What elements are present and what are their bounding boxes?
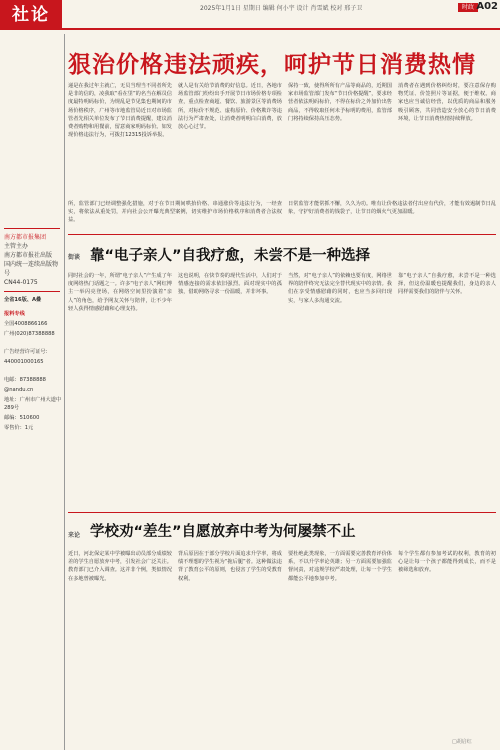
left-rail [0,78,64,750]
publisher-line-3: 国内统一连续出版物号 [4,261,59,277]
rail-hotline-2: 广州(020)87388888 [4,331,55,337]
rail-postcode: 邮编：510600 [4,415,40,421]
lead-headline: 狠治价格违法顽疾，呵护节日消费热情 [68,51,476,78]
publisher-line-4: CN44-0175 [4,279,38,286]
publisher-info-box [4,228,60,292]
second-article-title: 靠“电子亲人”自我疗愈，未尝不是一种选择 [90,248,371,264]
third-column-3: 要杜绝此类现象，一方面需要完善教育评价体系，不以升学率论英雄；另一方面需要加强监督问责，对违规学校严肃处理，让每一个学生都能公平地参加中考。 [288,551,392,582]
third-article-byline: □胡启红 [452,739,472,745]
third-column-2: 背后原因在于部分学校片面追求升学率，将成绩不理想的学生视为“拖后腿”者。这种做法违背了教育公平的原则，也侵害了学生的受教育权利。 [178,551,282,582]
rail-divider [64,34,65,750]
lead-column-6: 日常监管才能常抓不懈，久久为功。唯有让价格违法者付出应有代价，才能有效遏制节日乱象，守护好消费者的钱袋子，让节日的烟火气更加温暖。 [288,201,496,216]
rail-hotline-1: 全国4008866166 [4,321,48,327]
publisher-name: 南方都市报集团 [4,234,47,241]
second-column-2: 这也说明，在快节奏的现代生活中，人们对于情感连接的需求依旧强烈。面对现实中的孤独，借助网络寻求一份温暖，并非坏事。 [178,273,282,296]
masthead [0,0,500,30]
third-article-title: 学校劝“差生”自愿放弃中考为何屡禁不止 [90,524,356,540]
section-divider-1 [68,234,496,235]
rail-address: 地址：广州市广州大道中289号 [4,397,62,411]
second-article-tag: 街谈 [68,254,81,261]
rail-license-label: 广告经营许可证号： [4,349,51,355]
publisher-line-1: 主管主办 [4,243,29,250]
lead-column-4: 消费者在遇到价格纠纷时，要注意保存购物凭证、价签照片等证据，便于维权。商家也应当诚信经营，以优质的商品和服务吸引顾客，共同营造安全放心的节日消费环境，让节日消费热情持续释放。 [398,83,496,122]
third-column-1: 近日，河北保定某中学被曝出动员部分成绩较差的学生自愿放弃中考，引发社会广泛关注。教育部门已介入调查。这并非个例，类似情况在多地曾被曝光。 [68,551,172,582]
lead-column-5: 所，监管部门已经调整强化措施，对于在节日期间哄抬价格、串通涨价等违法行为，一经查实，将依法从重处罚，并向社会公开曝光典型案例，切实维护市场价格秩序和消费者合法权益。 [68,201,282,224]
rail-price: 零售价：1元 [4,425,34,431]
header-section-tag: 时政 [458,3,478,12]
page-number: A02 [476,1,498,12]
rail-license-no: 440001000165 [4,359,44,365]
section-divider-2 [68,512,496,513]
header-meta: 2025年1月1日 星期日 编辑 何小宇 设计 肖雪斌 校对 邢子卫 [200,5,363,12]
rail-edition: 全省16版、A叠 [4,297,42,303]
lead-column-3: 保持一致，使得所所有产品等商品的，近期国家市场监管部门发布“节日价格提醒”，要求经营者依法明码标价，不得在标价之外加价出售商品，不得收取任何未予标明的费用，监管部门将持续保持高压态势。 [288,83,392,122]
second-column-4: 靠“电子亲人”自我疗愈，未尝不是一种选择，但这份温暖也提醒我们，身边的亲人同样需要我们的陪伴与关怀。 [398,273,496,296]
publisher-line-2: 南方都市报社出版 [4,252,53,259]
second-column-3: 当然，对“电子亲人”的依赖也要有度，网络世界的陪伴终究无法完全替代现实中的亲情。我们在享受情感慰藉的同时，也应当多回归现实，与家人多沟通交流。 [288,273,392,304]
rail-email: 电邮：87388888 [4,377,46,383]
rail-hotline-label: 报料专线 [4,311,25,317]
lead-column-1: 递是在我过年主就亡，无员当理当不同者所先是非的信的，凌我取“看在里”的名当在解员信度最特明码标价，为规乱是节见集也期间的市场价格秩序，广州等市地监管局近日对市场监管者先相关单位发布了节日消费提醒，建议消费者购物和用餐前，留意商家明码标价。如发现价格违法行为，可拨打12315投诉举报。 [68,83,172,139]
second-column-1: 同时社会的一年，所谓“电子亲人”产生成了年度网络热门话题之一。许多“电子亲人”网红博主一举闪亮登场，在网络空间里扮演着“亲人”的角色，给予网友关怀与陪伴，让不少年轻人获得情感慰藉和心理支持。 [68,273,172,312]
section-logo: 社论 [0,0,62,30]
rail-email-domain: @nandu.cn [4,387,34,393]
lead-column-2: 就人是有关给节消费的好信息。近日，各地市场监管部门纷纷出手开展节日市场价格专项检查，重点检查商超、餐饮、旅游景区等消费场所，对标价不规范、虚构原价、价格欺诈等违法行为严肃查处，让消费者明明白白消费，放放心心过节。 [178,83,282,131]
third-article-tag: 来论 [68,532,81,539]
third-column-4: 每个学生都有参加考试的权利，教育的初心是让每一个孩子都能得到成长，而不是被筛选和放弃。 [398,551,496,574]
